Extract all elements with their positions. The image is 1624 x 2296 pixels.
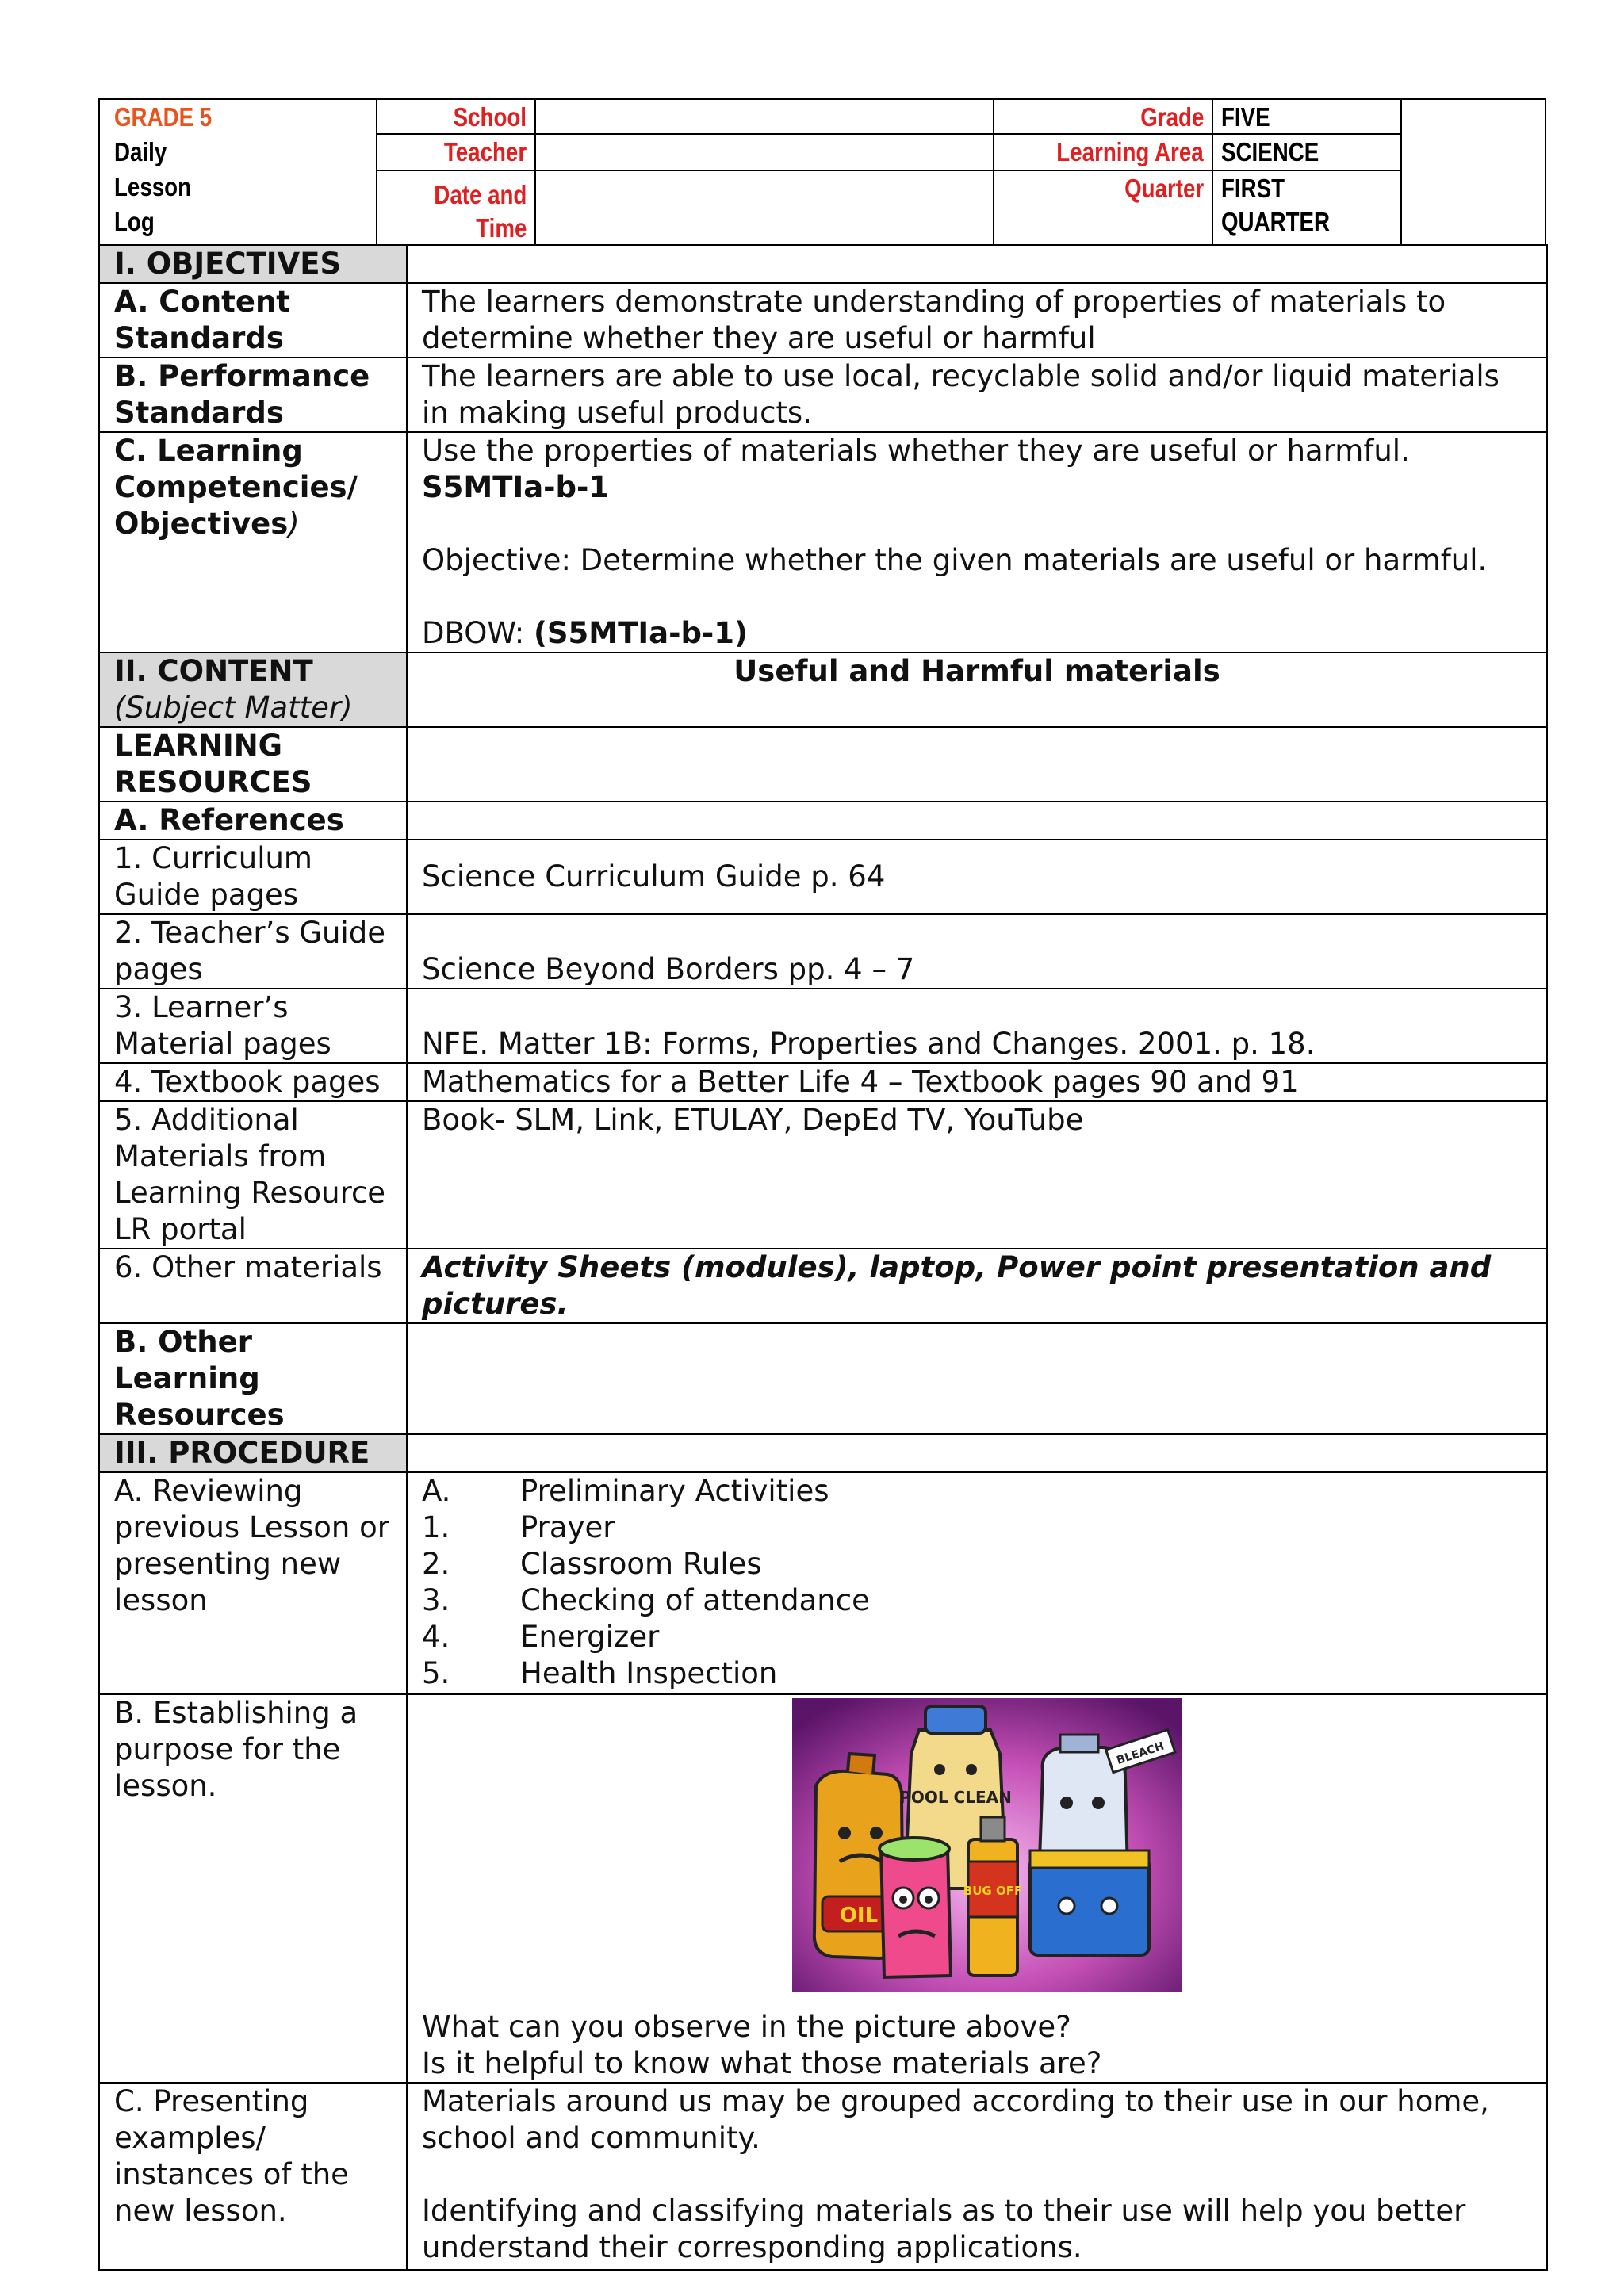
question-2: Is it helpful to know what those materials are? <box>422 2046 1102 2080</box>
row-label: C. Presenting examples/ instances of the new lesson. <box>99 2083 407 2270</box>
list-item: 5. Health Inspection <box>422 1656 778 1690</box>
list-item: 3. Checking of attendance <box>422 1583 870 1617</box>
row-label: LEARNING RESOURCES <box>99 727 407 802</box>
presenting-text-1: Materials around us may be grouped according to their use in our home, school and community. <box>422 2084 1489 2155</box>
date-label-line: Time <box>475 213 527 243</box>
dbow-code: (S5MTIa-b-1) <box>534 616 748 650</box>
additional-materials-row <box>99 1101 1547 1249</box>
row-label: 4. Textbook pages <box>99 1063 407 1101</box>
quarter-value-line: FIRST <box>1221 174 1285 203</box>
competency-label: C. Learning Competencies/ Objectives <box>114 434 358 541</box>
other-materials-row <box>99 1249 1547 1323</box>
empty-cell <box>407 245 1547 283</box>
row-value: The learners demonstrate understanding of properties of materials to determine whether they are useful or harmful <box>407 283 1547 358</box>
row-value: Science Beyond Borders pp. 4 – 7 <box>407 914 1547 989</box>
section-subheading: (Subject Matter) <box>114 691 353 725</box>
competency-code: S5MTIa-b-1 <box>422 470 610 504</box>
quarter-label: Quarter <box>1124 174 1204 203</box>
list-item: 4. Energizer <box>422 1620 660 1654</box>
row-value: Science Curriculum Guide p. 64 <box>407 840 1547 914</box>
objectives-row <box>99 245 1547 283</box>
title-line: Lesson <box>114 172 192 201</box>
dbow-label: DBOW: <box>422 616 525 650</box>
curriculum-guide-row <box>99 840 1547 914</box>
row-label: B. Establishing a purpose for the lesson. <box>99 1694 407 2083</box>
lesson-log-table <box>98 244 1548 2271</box>
presenting-row <box>99 2083 1547 2270</box>
empty-cell <box>407 1434 1547 1472</box>
list-item: 2. Classroom Rules <box>422 1547 762 1581</box>
content-row <box>99 652 1547 727</box>
teacher-label: Teacher <box>443 137 527 166</box>
row-label: B. Other Learning Resources <box>99 1323 407 1434</box>
review-row <box>99 1472 1547 1694</box>
row-value: Activity Sheets (modules), laptop, Power point presentation and pictures. <box>407 1249 1547 1323</box>
lesson-log-page <box>98 98 1546 2271</box>
header-labels-right <box>994 100 1213 246</box>
content-topic: Useful and Harmful materials <box>407 652 1547 727</box>
presenting-text-2: Identifying and classifying materials as to their use will help you better understand their corresponding applications. <box>422 2194 1466 2264</box>
learning-area-value: SCIENCE <box>1221 137 1320 166</box>
row-value: The learners are able to use local, recyclable solid and/or liquid materials in making useful products. <box>407 358 1547 432</box>
objective-text: Objective: Determine whether the given materials are useful or harmful. <box>422 543 1488 577</box>
row-value: NFE. Matter 1B: Forms, Properties and Changes. 2001. p. 18. <box>407 989 1547 1063</box>
header-values-left <box>536 100 994 246</box>
learners-material-row <box>99 989 1547 1063</box>
procedure-row <box>99 1434 1547 1472</box>
section-heading: III. PROCEDURE <box>99 1434 407 1472</box>
header-labels-left <box>377 100 536 246</box>
grade-label: Grade <box>1139 102 1204 132</box>
row-value <box>407 2083 1547 2270</box>
header-values-right <box>1213 100 1402 246</box>
row-value: Mathematics for a Better Life 4 – Textbook pages 90 and 91 <box>407 1063 1547 1101</box>
date-label-line: Date and <box>433 180 527 209</box>
pool-clean-label: POOL CLEAN <box>899 1788 1012 1807</box>
learning-resources-row <box>99 727 1547 802</box>
other-learning-resources-row <box>99 1323 1547 1434</box>
row-label: A. References <box>99 802 407 840</box>
bug-off-label: BUG OFF <box>963 1884 1023 1898</box>
row-label: 1. Curriculum Guide pages <box>99 840 407 914</box>
question-1: What can you observe in the picture above? <box>422 2010 1071 2044</box>
grade-title: GRADE 5 <box>114 102 213 132</box>
harmful-materials-cartoon <box>792 1698 1182 1992</box>
row-label <box>99 652 407 727</box>
empty-cell <box>407 802 1547 840</box>
row-value <box>407 1472 1547 1694</box>
empty-cell <box>407 727 1547 802</box>
teachers-guide-row <box>99 914 1547 989</box>
row-value <box>407 432 1547 652</box>
list-item: 1. Prayer <box>422 1510 615 1544</box>
section-heading: I. OBJECTIVES <box>99 245 407 283</box>
header-blank-cell <box>1402 100 1548 246</box>
performance-standards-row <box>99 358 1547 432</box>
row-label: 6. Other materials <box>99 1249 407 1323</box>
row-value: Book- SLM, Link, ETULAY, DepEd TV, YouTube <box>407 1101 1547 1249</box>
bleach-label: BLEACH <box>1115 1739 1166 1767</box>
row-label: 3. Learner’s Material pages <box>99 989 407 1063</box>
textbook-row <box>99 1063 1547 1101</box>
row-label: 2. Teacher’s Guide pages <box>99 914 407 989</box>
competencies-row <box>99 432 1547 652</box>
row-label: B. Performance Standards <box>99 358 407 432</box>
school-label: School <box>453 102 527 132</box>
competency-text: Use the properties of materials whether they are useful or harmful. <box>422 434 1410 468</box>
quarter-value-line: QUARTER <box>1221 207 1331 236</box>
row-value <box>407 1694 1547 2083</box>
grade-title-cell <box>100 100 377 246</box>
title-line: Daily <box>114 137 167 166</box>
competency-label-tail: ) <box>288 507 300 541</box>
purpose-row <box>99 1694 1547 2083</box>
row-label <box>99 432 407 652</box>
grade-value: FIVE <box>1221 102 1270 132</box>
oil-label: OIL <box>839 1904 879 1927</box>
row-label: 5. Additional Materials from Learning Resource LR portal <box>99 1101 407 1249</box>
section-heading: II. CONTENT <box>114 654 313 688</box>
empty-cell <box>407 1323 1547 1434</box>
lesson-log-header <box>98 98 1546 244</box>
references-row <box>99 802 1547 840</box>
row-label: A. Reviewing previous Lesson or presenting new lesson <box>99 1472 407 1694</box>
list-item: A. Preliminary Activities <box>422 1474 829 1508</box>
content-standards-row <box>99 283 1547 358</box>
learning-area-label: Learning Area <box>1056 137 1204 166</box>
row-label: A. Content Standards <box>99 283 407 358</box>
title-line: Log <box>114 207 155 236</box>
